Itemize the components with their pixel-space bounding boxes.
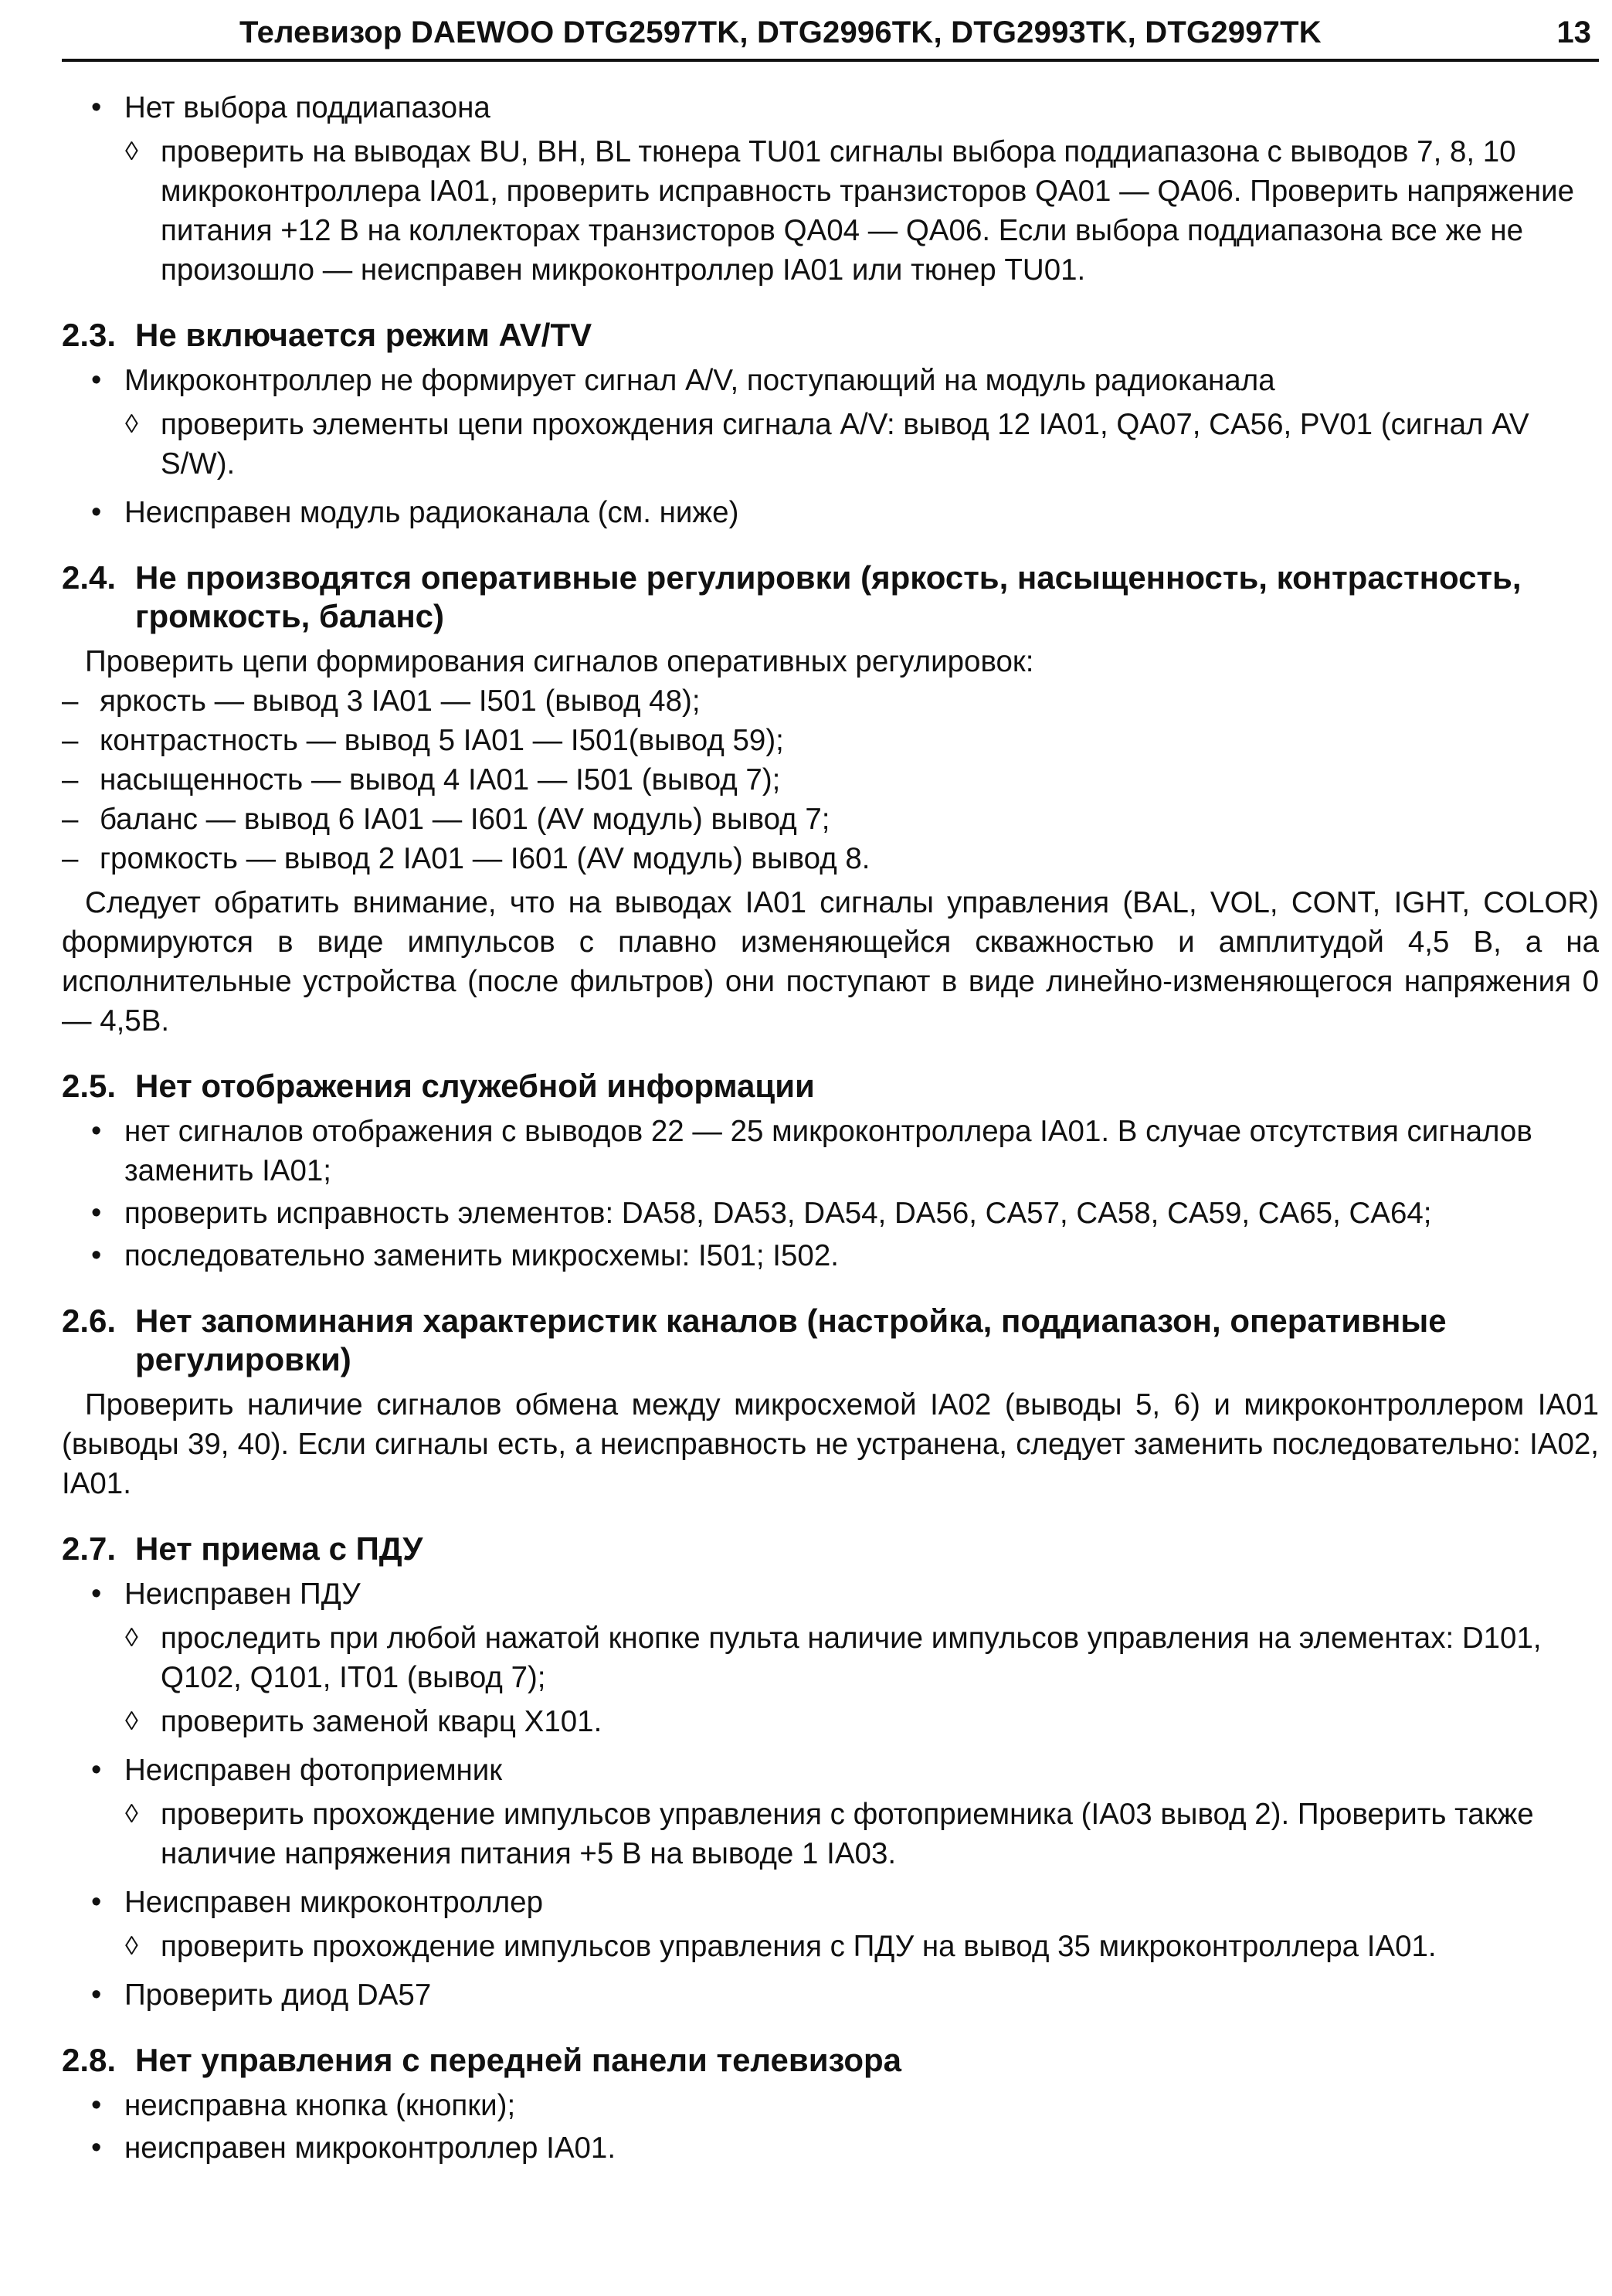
dash-item: – баланс — вывод 6 IA01 — I601 (AV модуль) вывод 7; [62, 803, 830, 836]
bullet-marker: • [91, 1886, 102, 1918]
dash-item: – насыщенность — вывод 4 IA01 — I501 (вывод 7); [62, 763, 781, 796]
bullet-marker: • [91, 91, 102, 124]
diamond-marker: ◊ [125, 1799, 138, 1829]
diamond-marker: ◊ [125, 1931, 138, 1961]
page-number: 13 [1556, 15, 1591, 49]
sub-list-item: ◊ проверить заменой кварц X101. [62, 1702, 1599, 1741]
diamond-marker: ◊ [125, 1707, 138, 1736]
list-item: • Неисправен ПДУ [62, 1574, 1599, 1614]
section-heading-2-8: 2.8. Нет управления с передней панели телевизора [62, 2042, 902, 2078]
sub-list-item: ◊ проверить элементы цепи прохождения сигнала A/V: вывод 12 IA01, QA07, CA56, PV01 (сигнал AV S/W). [62, 405, 1599, 484]
list-item: • Проверить диод DA57 [62, 1975, 1599, 2015]
diamond-marker: ◊ [125, 1623, 138, 1652]
sub-list-item: ◊ проверить на выводах BU, BH, BL тюнера TU01 сигналы выбора поддиапазона с выводов 7, 8, 10 микроконтроллера IA01, проверить исправность транзисторов QA01 — QA06. Проверить напряжение питания +12 В на коллекторах транзисторов QA04 — QA06. Если выбора поддиапазона все же не произошло — неисправен микроконтроллер IA01 или тюнер TU01. [62, 132, 1599, 290]
dash-item: – контрастность — вывод 5 IA01 — I501(вывод 59); [62, 724, 784, 757]
list-item: • проверить исправность элементов: DA58, DA53, DA54, DA56, CA57, CA58, CA59, CA65, CA64; [62, 1194, 1599, 1233]
paragraph: Проверить наличие сигналов обмена между микросхемой IA02 (выводы 5, 6) и микроконтроллером IA01 (выводы 39, 40). Если сигналы есть, а неисправность не устранена, следует заменить последовательно: IA02, IA01. [62, 1388, 1599, 1500]
bullet-marker: • [91, 1754, 102, 1786]
section-heading-2-5: 2.5. Нет отображения служебной информации [62, 1068, 815, 1104]
sub-list-item: ◊ проверить прохождение импульсов управления с фотоприемника (IA03 вывод 2). Проверить также наличие напряжения питания +5 В на выводе 1 IA03. [62, 1795, 1599, 1873]
bullet-marker: • [91, 1115, 102, 1147]
dash-item: – громкость — вывод 2 IA01 — I601 (AV модуль) вывод 8. [62, 842, 870, 875]
list-item: • Неисправен фотоприемник [62, 1751, 1599, 1790]
section-heading-2-6: 2.6. Нет запоминания характеристик каналов (настройка, поддиапазон, оперативные регулировки) [62, 1303, 1447, 1377]
list-item: • неисправен микроконтроллер IA01. [62, 2128, 1599, 2168]
list-item: • Нет выбора поддиапазона [62, 88, 1599, 127]
section-heading-2-4: 2.4. Не производятся оперативные регулировки (яркость, насыщенность, контрастность, громкость, баланс) [62, 559, 1522, 634]
header-title: Телевизор DAEWOO DTG2597TK, DTG2996TK, DTG2993TK, DTG2997TK [239, 15, 1322, 49]
diamond-marker: ◊ [125, 409, 138, 439]
list-item: • последовательно заменить микросхемы: I501; I502. [62, 1236, 1599, 1275]
bullet-marker: • [91, 496, 102, 528]
list-item: • Неисправен модуль радиоканала (см. ниже) [62, 493, 1599, 532]
list-item: • Микроконтроллер не формирует сигнал A/V, поступающий на модуль радиоканала [62, 361, 1599, 400]
diamond-marker: ◊ [125, 137, 138, 166]
bullet-marker: • [91, 1239, 102, 1272]
bullet-marker: • [91, 2089, 102, 2121]
list-item: • Неисправен микроконтроллер [62, 1883, 1599, 1922]
section-heading-2-3: 2.3. Не включается режим AV/TV [62, 317, 592, 353]
dash-item: – яркость — вывод 3 IA01 — I501 (вывод 48); [62, 684, 701, 718]
bullet-marker: • [91, 1197, 102, 1229]
bullet-marker: • [91, 1578, 102, 1610]
list-item: • нет сигналов отображения с выводов 22 — 25 микроконтроллера IA01. В случае отсутствия сигналов заменить IA01; [62, 1112, 1599, 1190]
bullet-marker: • [91, 2131, 102, 2164]
page-content [62, 85, 1599, 2168]
sub-list-item: ◊ проследить при любой нажатой кнопке пульта наличие импульсов управления на элементах: D101, Q102, Q101, IT01 (вывод 7); [62, 1618, 1599, 1697]
bullet-marker: • [91, 1978, 102, 2011]
paragraph: Проверить цепи формирования сигналов оперативных регулировок: [85, 645, 1034, 678]
list-item: • неисправна кнопка (кнопки); [62, 2086, 1599, 2125]
section-heading-2-7: 2.7. Нет приема с ПДУ [62, 1530, 423, 1567]
sub-list-item: ◊ проверить прохождение импульсов управления с ПДУ на вывод 35 микроконтроллера IA01. [62, 1927, 1599, 1966]
page-header [62, 14, 1599, 62]
paragraph: Следует обратить внимание, что на выводах IA01 сигналы управления (BAL, VOL, CONT, IGHT, COLOR) формируются в виде импульсов с плавно изменяющейся скважностью и амплитудой 4,5 В, а на исполнительные устройства (после фильтров) они поступают в виде линейно-изменяющегося напряжения 0 — 4,5В. [62, 886, 1599, 1038]
bullet-marker: • [91, 364, 102, 396]
